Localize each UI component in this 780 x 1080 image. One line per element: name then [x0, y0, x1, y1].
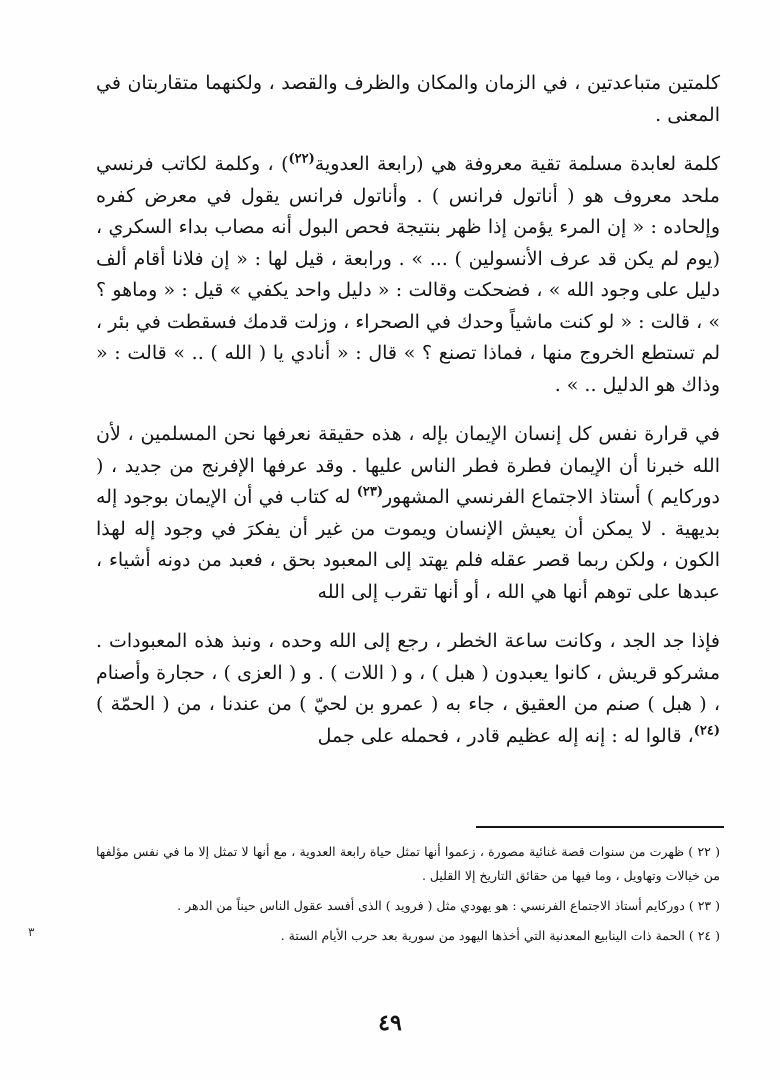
- paragraph-text: كلمتين متباعدتين ، في الزمان والمكان والظرف والقصد ، ولكنهما متقاربتان في المعنى .: [96, 72, 720, 126]
- paragraph-3: [96, 419, 720, 608]
- paragraph-text: في قرارة نفس كل إنسان الإيمان بإله ، هذه حقيقة نعرفها نحن المسلمين ، لأن الله خبرنا أن الإيمان فطرة فطر الناس عليها . وقد عرفها الإفرنج من جديد ، ( دوركايم ) أستاذ الاجتماع الفرنسي المشهور: [96, 423, 720, 508]
- main-text: [96, 68, 720, 770]
- paragraph-2: [96, 149, 720, 401]
- footnote-separator: [476, 826, 724, 828]
- footnote-ref-23: (٢٣): [356, 484, 383, 500]
- paragraph-1: [96, 68, 720, 131]
- footnotes: [96, 840, 720, 954]
- footnote-24: ( ٢٤ ) الحمة ذات الينابيع المعدنية التي أخذها اليهود من سورية بعد حرب الأيام الستة .: [280, 928, 720, 943]
- paragraph-text: كلمة لعابدة مسلمة تقية معروفة هي (رابعة العدوية: [314, 153, 720, 175]
- paragraph-text: فإذا جد الجد ، وكانت ساعة الخطر ، رجع إلى الله وحده ، ونبذ هذه المعبودات . مشركو قريش ، كانوا يعبدون ( هبل ) ، و ( اللات ) . و ( العزى ) ، حجارة وأصنام ، ( هبل ) صنم من العقيق ، جاء به ( عمرو بن لحيّ ) من عندنا ، من ( الحمّة ): [96, 630, 720, 715]
- paragraph-text: ، قالوا له : إنه إله عظيم قادر ، فحمله على جمل: [317, 724, 694, 747]
- footnote-ref-24: (٢٤): [693, 723, 720, 739]
- footnote-22: ( ٢٢ ) ظهرت من سنوات قصة غنائية مصورة ، زعموا أنها تمثل حياة رابعة العدوية ، مع أنها لا تمثل إلا ما في نفس مؤلفها من خيالات وتهاويل ، وما فيها من حقائق التاريخ إلا القليل .: [96, 844, 721, 883]
- paragraph-text: له كتاب في أن الإيمان بوجود إله بديهية . لا يمكن أن يعيش الإنسان ويموت من غير أن يفكرَ في وجود إله لهذا الكون ، ولكن ربما قصر عقله فلم يهتد إلى المعبود بحق ، فعبد من دونه أشياء ، عبدها على توهم أنها هي الله ، أو أنها تقرب إلى الله: [96, 486, 720, 603]
- paragraph-4: [96, 626, 720, 752]
- footnote-ref-22: (٢٢): [288, 151, 315, 167]
- page-number: ٤٩: [378, 1010, 402, 1036]
- margin-mark: ٣: [28, 925, 35, 939]
- paragraph-text: ) ، وكلمة لكاتب فرنسي ملحد معروف هو ( أناتول فرانس ) . وأناتول فرانس يقول في معرض كفره وإلحاده : « إن المرء يؤمن إذا ظهر بنتيجة فحص البول أنه مصاب بداء السكري ، (يوم لم يكن قد عرف الأنسولين ) ... » . ورابعة ، قيل لها : « إن فلانا أقام ألف دليل على وجود الله » ، فضحكت وقالت : « دليل واحد يكفي » قيل : « وماهو ؟ » ، قالت : « لو كنت ماشياً وحدك في الصحراء ، وزلت قدمك فسقطت في بئر ، لم تستطع الخروج منها ، فماذا تصنع ؟ » قال : « أنادي يا ( الله ) .. » قالت : « وذاك هو الدليل .. » .: [96, 153, 720, 396]
- footnote-23: ( ٢٣ ) دوركايم أستاذ الاجتماع الفرنسي : هو يهودي مثل ( فرويد ) الذى أفسد عقول الناس حيناً من الدهر .: [177, 898, 720, 913]
